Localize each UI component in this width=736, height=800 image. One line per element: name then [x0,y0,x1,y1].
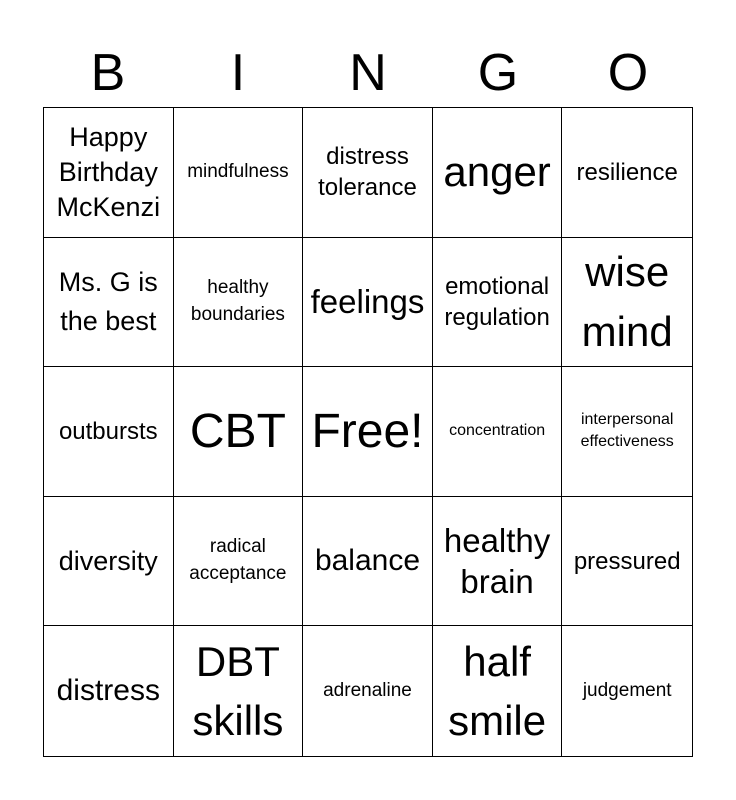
bingo-cell[interactable] [174,497,304,627]
bingo-cell[interactable] [303,108,433,238]
bingo-cell[interactable] [44,108,174,238]
bingo-cell[interactable] [44,626,174,756]
cell-text: outbursts [58,417,158,445]
cell-text: wise mind [581,248,673,355]
cell-text: concentration [449,422,546,440]
cell-text: mindfulness [187,160,289,182]
cell-text: DBT skills [192,637,284,745]
bingo-cell[interactable] [44,367,174,497]
cell-text: adrenaline [323,679,412,701]
bingo-cell[interactable] [303,367,433,497]
cell-text: anger [443,148,551,196]
cell-text: CBT [189,404,286,458]
bingo-cell[interactable] [433,497,563,627]
cell-text: Ms. G is the best [58,266,158,336]
header-letter-g: G [477,44,519,102]
bingo-cell[interactable] [562,238,692,368]
cell-text: half smile [448,637,547,745]
cell-text: balance [314,544,421,578]
bingo-cell[interactable] [562,626,692,756]
header-letter-o: O [607,44,649,102]
bingo-cell[interactable] [303,626,433,756]
bingo-cell[interactable] [44,497,174,627]
cell-text: healthy brain [443,521,551,601]
cell-text: radical acceptance [189,536,287,585]
cell-text: healthy boundaries [190,276,285,325]
bingo-cell[interactable] [433,367,563,497]
bingo-cell[interactable] [562,108,692,238]
bingo-board [43,107,693,757]
bingo-cell[interactable] [433,626,563,756]
bingo-cell[interactable] [433,108,563,238]
bingo-cell[interactable] [174,238,304,368]
header-letter-b: B [90,44,126,102]
bingo-cell[interactable] [303,497,433,627]
cell-text: interpersonal effectiveness [580,411,674,451]
cell-text: distress [56,674,160,708]
bingo-header [43,40,693,106]
cell-text: pressured [573,547,681,575]
cell-text: judgement [582,679,672,701]
cell-text: distress tolerance [318,143,417,202]
bingo-cell[interactable] [433,238,563,368]
bingo-cell[interactable] [562,367,692,497]
cell-text: Happy Birthday McKenzi [56,121,161,222]
bingo-cell[interactable] [562,497,692,627]
bingo-cell[interactable] [174,367,304,497]
cell-text: diversity [58,545,158,576]
cell-text: Free! [311,404,424,458]
cell-text: feelings [310,283,425,321]
header-letter-i: I [230,44,246,102]
cell-text: emotional regulation [444,272,550,331]
bingo-cell[interactable] [44,238,174,368]
bingo-cell[interactable] [174,108,304,238]
header-letter-n: N [349,44,387,102]
cell-text: resilience [576,158,678,186]
bingo-cell[interactable] [174,626,304,756]
bingo-cell[interactable] [303,238,433,368]
